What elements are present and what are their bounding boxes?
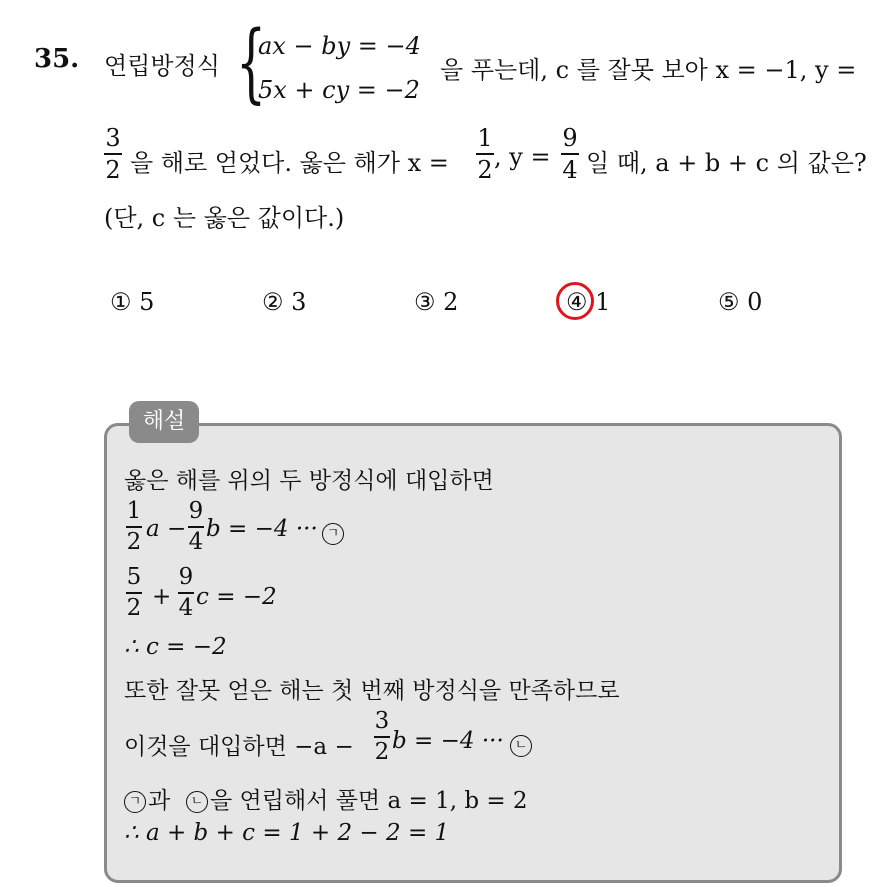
question-number: 35. — [34, 44, 80, 74]
solution-line4: ∴ c = −2 — [124, 634, 227, 660]
sol-fraction-3-2: 3 2 — [374, 708, 390, 765]
sol-fraction-5-2: 5 2 — [126, 564, 142, 621]
sol-fraction-9-4: 9 4 — [188, 498, 204, 555]
solution-l2-b: b = −4 ··· — [206, 516, 318, 542]
question-line2-b: , y = — [494, 143, 551, 171]
fraction-1-2: 1 2 — [477, 124, 493, 184]
fraction-9-4: 9 4 — [562, 124, 578, 184]
solution-l6-b: b = −4 ··· — [392, 728, 504, 754]
solution-line5: 또한 잘못 얻은 해는 첫 번째 방정식을 만족하므로 — [124, 678, 620, 704]
sol-fraction-9-4-b: 9 4 — [178, 564, 194, 621]
selected-answer-circle — [556, 282, 594, 320]
equation-1: ax − by = −4 — [258, 32, 421, 60]
question-line1-text: 을 푸는데, c 를 잘못 보아 x = −1, y = — [440, 56, 857, 84]
choice-2[interactable]: ② 3 — [262, 288, 307, 316]
solution-l3-a: + — [152, 584, 172, 610]
mark-giyeok: ㄱ — [322, 518, 344, 546]
choice-3[interactable]: ③ 2 — [414, 288, 459, 316]
question-prefix: 연립방정식 — [104, 52, 220, 80]
mark-nieun: ㄴ — [510, 730, 532, 758]
equation-2: 5x + cy = −2 — [258, 76, 420, 104]
solution-tag: 해설 — [129, 401, 199, 443]
solution-line1: 옳은 해를 위의 두 방정식에 대입하면 — [124, 468, 494, 494]
choice-5[interactable]: ⑤ 0 — [718, 288, 763, 316]
solution-l6-a: 이것을 대입하면 −a − — [124, 734, 354, 760]
solution-l3-b: c = −2 — [196, 584, 277, 610]
sol-fraction-1-2: 1 2 — [126, 498, 142, 555]
system-brace: { — [236, 13, 267, 113]
question-line3: (단, c 는 옳은 값이다.) — [104, 204, 345, 232]
solution-l7-b: 을 연립해서 풀면 a = 1, b = 2 — [210, 788, 528, 814]
fraction-3-2: 3 2 — [105, 124, 121, 184]
solution-line8: ∴ a + b + c = 1 + 2 − 2 = 1 — [124, 820, 450, 846]
mark-nieun-2: ㄴ — [186, 786, 208, 814]
mark-giyeok-2: ㄱ — [124, 786, 146, 814]
question-line2-a: 을 해로 얻었다. 옳은 해가 x = — [130, 149, 449, 177]
solution-l2-a: a − — [146, 516, 187, 542]
solution-l7-a: 과 — [148, 788, 171, 814]
choice-4[interactable]: ④ 1 — [566, 288, 611, 316]
question-line2-c: 일 때, a + b + c 의 값은? — [586, 149, 867, 177]
choice-1[interactable]: ① 5 — [110, 288, 155, 316]
